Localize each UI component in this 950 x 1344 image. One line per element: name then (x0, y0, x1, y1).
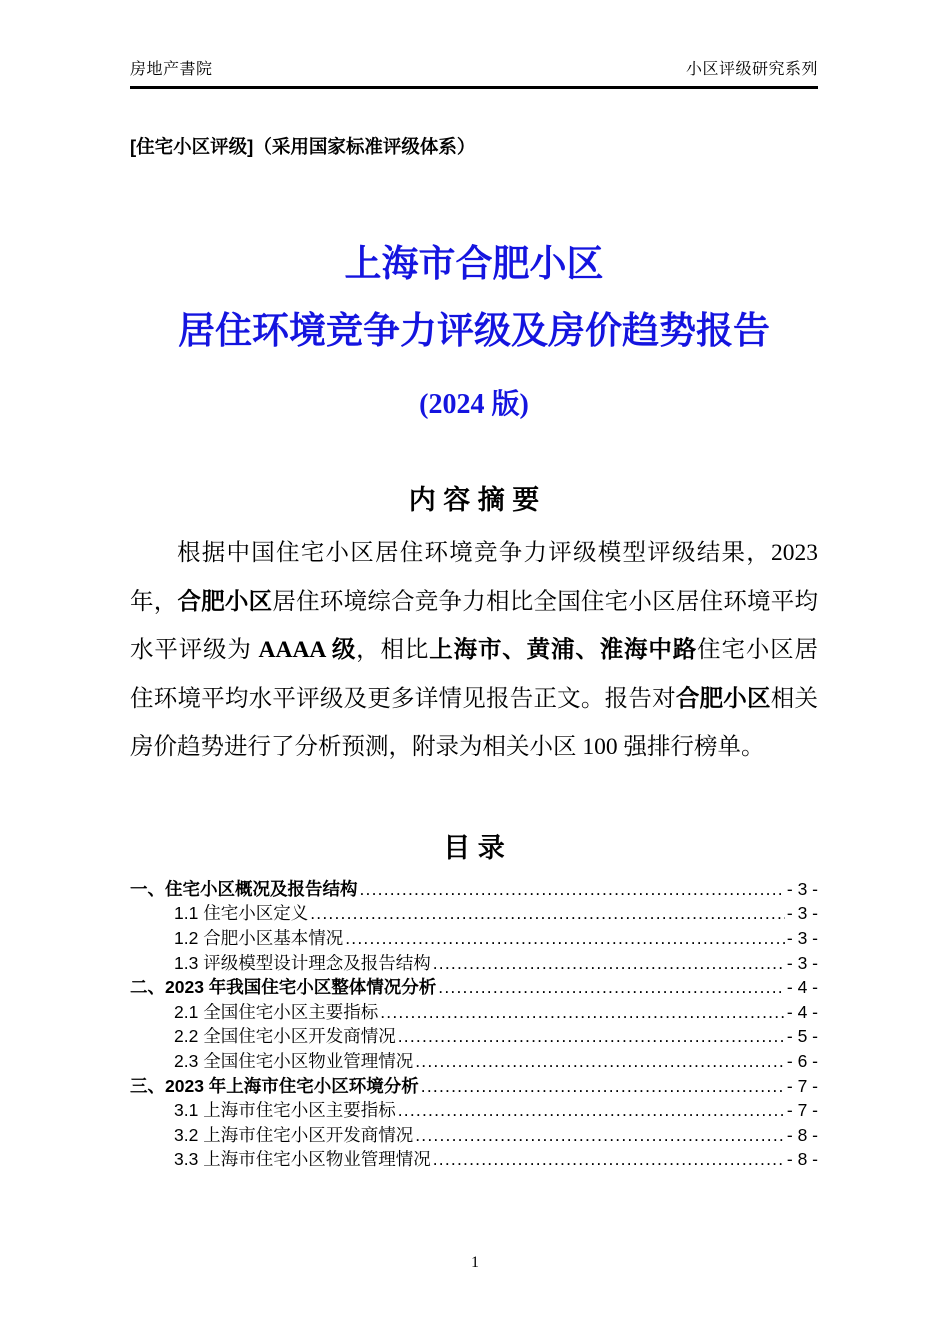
summary-text-run: ，相比 (356, 637, 430, 664)
toc-entry-label: 3.3 上海市住宅小区物业管理情况 (174, 1149, 431, 1170)
toc-entry[interactable] (130, 926, 818, 951)
summary-text-run: 居住环境综合竞争力相比全国住宅小区居住环境平均水平评级为 (130, 588, 819, 664)
toc-entry-page: - 3 - (786, 952, 818, 973)
toc-entry[interactable] (130, 1074, 818, 1099)
toc-entry[interactable] (130, 975, 818, 1000)
toc-entry-label: 2.2 全国住宅小区开发商情况 (174, 1026, 396, 1047)
toc-entry-page: - 8 - (786, 1124, 818, 1145)
summary-text-run: 合肥小区 (675, 685, 771, 712)
header-right-text: 小区评级研究系列 (685, 61, 818, 78)
toc-entry-label: 3.2 上海市住宅小区开发商情况 (174, 1124, 414, 1145)
toc-entry[interactable] (130, 1000, 818, 1025)
toc-entry-page: - 3 - (786, 878, 818, 899)
toc-entry-page: - 8 - (786, 1149, 818, 1170)
toc-entry-page: - 3 - (786, 903, 818, 924)
toc-dotted-leader (345, 926, 785, 951)
summary-text-run: 上海市、黄浦、淮海中路 (429, 637, 698, 664)
toc-entry-label: 1.3 评级模型设计理念及报告结构 (174, 952, 431, 973)
toc-entry[interactable] (130, 901, 818, 926)
toc-dotted-leader (360, 877, 785, 902)
toc-entry-label: 1.1 住宅小区定义 (174, 903, 309, 924)
toc-entry-label: 1.2 合肥小区基本情况 (174, 928, 344, 949)
toc-entry-label: 一、住宅小区概况及报告结构 (130, 878, 358, 899)
page-footer (0, 1254, 950, 1272)
toc-entry[interactable] (130, 1123, 818, 1148)
toc-entry-page: - 4 - (786, 977, 818, 998)
summary-text-run: 合肥小区 (177, 588, 273, 615)
toc-dotted-leader (398, 1024, 785, 1049)
summary-text-run: 相关房价趋势进行了分析预测，附录为相关小区 100 强排行榜单。 (130, 685, 819, 761)
toc-entry-label: 二、2023 年我国住宅小区整体情况分析 (130, 977, 437, 998)
toc-dotted-leader (433, 951, 785, 976)
report-title-line1: 上海市合肥小区 (344, 244, 604, 285)
toc-entry[interactable] (130, 1024, 818, 1049)
toc-entry-label: 2.1 全国住宅小区主要指标 (174, 1001, 379, 1022)
toc-entry[interactable] (130, 877, 818, 902)
toc-entry-page: - 7 - (786, 1100, 818, 1121)
summary-text-run: 根据中国住宅小区居住环境竞争力评级模型评级结果，2023 年， (130, 540, 818, 615)
toc-entry[interactable] (130, 1147, 818, 1172)
toc-dotted-leader (310, 901, 785, 926)
toc-entry-label: 三、2023 年上海市住宅小区环境分析 (130, 1075, 419, 1096)
toc-entry[interactable] (130, 951, 818, 976)
summary-heading: 内 容 摘 要 (408, 485, 540, 516)
toc-dotted-leader (433, 1147, 785, 1172)
report-title-line2: 居住环境竞争力评级及房价趋势报告 (178, 310, 770, 352)
toc-entry-page: - 6 - (786, 1051, 818, 1072)
toc-entry[interactable] (130, 1049, 818, 1074)
toc-heading: 目 录 (443, 832, 505, 863)
page-header (130, 56, 818, 89)
toc-dotted-leader (415, 1049, 785, 1074)
toc-entry-page: - 4 - (786, 1001, 818, 1022)
toc-dotted-leader (421, 1074, 785, 1099)
toc-entry-page: - 7 - (786, 1075, 818, 1096)
toc-entry-label: 3.1 上海市住宅小区主要指标 (174, 1100, 396, 1121)
toc-dotted-leader (415, 1123, 785, 1148)
toc-list (130, 877, 818, 1172)
summary-text-run: 住宅小区居住环境平均水平评级及更多详情见报告正文。报告对 (130, 637, 819, 712)
page-number: 1 (471, 1254, 479, 1271)
toc-dotted-leader (398, 1098, 785, 1123)
summary-paragraph (130, 529, 818, 772)
toc-entry-page: - 3 - (786, 928, 818, 949)
header-left-text: 房地产書院 (130, 61, 213, 78)
toc-dotted-leader (438, 975, 785, 1000)
report-title-block (130, 245, 818, 422)
report-title-edition: (2024 版) (419, 389, 529, 421)
toc-entry[interactable] (130, 1098, 818, 1123)
toc-entry-page: - 5 - (786, 1026, 818, 1047)
toc-entry-label: 2.3 全国住宅小区物业管理情况 (174, 1051, 414, 1072)
summary-text-run: AAAA 级 (258, 637, 357, 664)
toc-dotted-leader (380, 1000, 785, 1025)
report-type-line: [住宅小区评级]（采用国家标准评级体系） (130, 136, 476, 157)
